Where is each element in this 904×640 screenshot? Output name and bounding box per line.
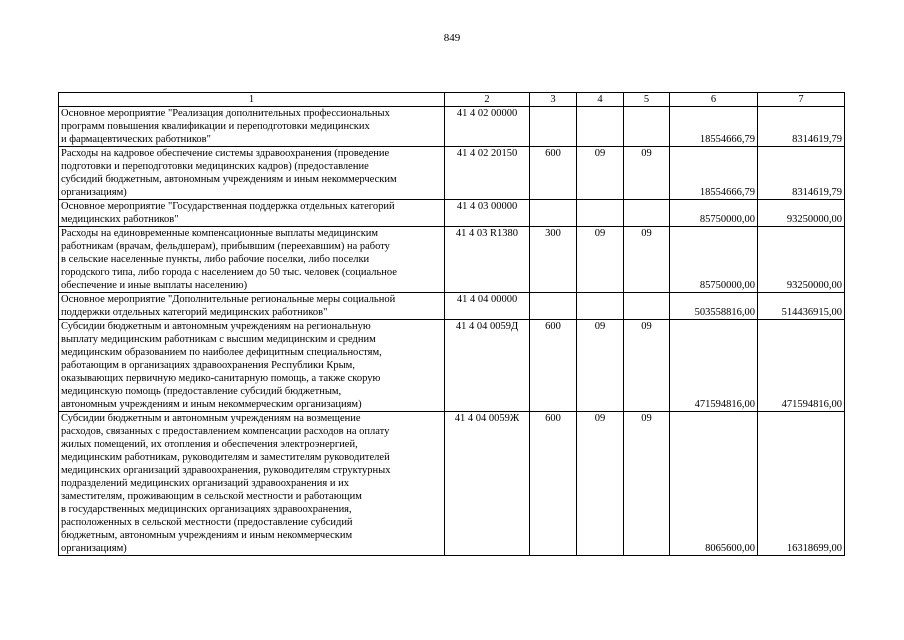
budget-table (58, 92, 845, 556)
row-name-cell (59, 320, 445, 412)
header-cell-6: 6 (670, 93, 758, 107)
col5-cell: 09 (624, 227, 670, 293)
row-name-line: бюджетным, автономным учреждениям и иным некоммерческим (61, 530, 353, 541)
row-name-cell (59, 147, 445, 200)
col5-cell: 09 (624, 412, 670, 556)
col4-cell (577, 107, 624, 147)
code-cell: 41 4 04 00000 (445, 293, 530, 320)
col4-cell: 09 (577, 227, 624, 293)
col4-cell: 09 (577, 320, 624, 412)
amount-col7-cell: 471594816,00 (758, 320, 845, 412)
row-name-line: медицинским образованием по наиболее дефицитным специальностям, (61, 347, 382, 358)
code-cell: 41 4 02 00000 (445, 107, 530, 147)
row-name-line: в государственных медицинских организациях здравоохранения, (61, 504, 352, 515)
col3-cell: 300 (530, 227, 577, 293)
row-name-line: организациям) (61, 543, 127, 554)
amount-col7-cell: 8314619,79 (758, 107, 845, 147)
row-name-line: подготовки и переподготовки медицинских кадров) (предоставление (61, 161, 369, 172)
col4-cell (577, 200, 624, 227)
amount-col6-cell: 471594816,00 (670, 320, 758, 412)
col4-cell: 09 (577, 412, 624, 556)
amount-col6-cell: 18554666,79 (670, 147, 758, 200)
col4-cell (577, 293, 624, 320)
row-name-cell (59, 107, 445, 147)
row-name-line: жилых помещений, их отопления и обеспечения электроэнергией, (61, 439, 358, 450)
row-name-line: Основное мероприятие "Реализация дополнительных профессиональных (61, 108, 390, 119)
amount-col6-cell: 8065600,00 (670, 412, 758, 556)
header-cell-3: 3 (530, 93, 577, 107)
amount-col7-cell: 514436915,00 (758, 293, 845, 320)
table-row (59, 200, 845, 227)
col5-cell (624, 293, 670, 320)
col3-cell: 600 (530, 320, 577, 412)
row-name-line: и фармацевтических работников" (61, 134, 211, 145)
row-name-line: поддержки отдельных категорий медицинских работников" (61, 307, 328, 318)
amount-col6-cell: 503558816,00 (670, 293, 758, 320)
header-cell-5: 5 (624, 93, 670, 107)
amount-col6-cell: 85750000,00 (670, 227, 758, 293)
row-name-line: Расходы на кадровое обеспечение системы здравоохранения (проведение (61, 148, 390, 159)
row-name-line: медицинских организаций здравоохранения, руководителям структурных (61, 465, 391, 476)
col5-cell (624, 107, 670, 147)
amount-col7-cell: 8314619,79 (758, 147, 845, 200)
table-row (59, 320, 845, 412)
amount-col7-cell: 93250000,00 (758, 227, 845, 293)
row-name-line: заместителям, проживающим в сельской местности и работающим (61, 491, 362, 502)
page-number: 849 (443, 32, 461, 44)
row-name-line: медицинским работникам, руководителям и заместителям руководителей (61, 452, 390, 463)
row-name-cell (59, 293, 445, 320)
col3-cell: 600 (530, 412, 577, 556)
row-name-line: в сельские населенные пункты, либо рабочие поселки, либо поселки (61, 254, 370, 265)
header-cell-7: 7 (758, 93, 845, 107)
col3-cell (530, 107, 577, 147)
amount-col7-cell: 93250000,00 (758, 200, 845, 227)
table-row (59, 293, 845, 320)
row-name-line: подразделений медицинских организаций здравоохранения и их (61, 478, 349, 489)
row-name-line: медицинских работников" (61, 214, 179, 225)
col5-cell: 09 (624, 320, 670, 412)
row-name-line: обеспечение и иные выплаты населению) (61, 280, 248, 291)
code-cell: 41 4 02 20150 (445, 147, 530, 200)
row-name-cell (59, 227, 445, 293)
col3-cell (530, 293, 577, 320)
row-name-line: выплату медицинским работникам с высшим медицинским и средним (61, 334, 376, 345)
col5-cell: 09 (624, 147, 670, 200)
row-name-line: работающим в организациях здравоохранения Республики Крым, (61, 360, 355, 371)
header-row (59, 93, 845, 107)
header-cell-1: 1 (59, 93, 445, 107)
col3-cell (530, 200, 577, 227)
col4-cell: 09 (577, 147, 624, 200)
row-name-cell (59, 412, 445, 556)
row-name-line: программ повышения квалификации и переподготовки медицинских (61, 121, 370, 132)
row-name-line: городского типа, либо города с населением до 50 тыс. человек (социальное (61, 267, 397, 278)
row-name-line: расходов, связанных с предоставлением компенсации расходов на оплату (61, 426, 390, 437)
row-name-line: Расходы на единовременные компенсационные выплаты медицинским (61, 228, 379, 239)
amount-col6-cell: 18554666,79 (670, 107, 758, 147)
row-name-line: автономным учреждениям и иным некоммерческим организациям) (61, 399, 362, 410)
col3-cell: 600 (530, 147, 577, 200)
row-name-line: Основное мероприятие "Дополнительные региональные меры социальной (61, 294, 396, 305)
row-name-line: Субсидии бюджетным и автономным учреждениям на возмещение (61, 413, 361, 424)
table-row (59, 227, 845, 293)
header-cell-2: 2 (445, 93, 530, 107)
row-name-line: Основное мероприятие "Государственная поддержка отдельных категорий (61, 201, 395, 212)
header-cell-4: 4 (577, 93, 624, 107)
row-name-line: субсидий бюджетным, автономным учреждениям и иным некоммерческим (61, 174, 397, 185)
code-cell: 41 4 03 R1380 (445, 227, 530, 293)
row-name-line: работникам (врачам, фельдшерам), прибывшим (переехавшим) на работу (61, 241, 390, 252)
table-row (59, 412, 845, 556)
col5-cell (624, 200, 670, 227)
row-name-line: Субсидии бюджетным и автономным учреждениям на региональную (61, 321, 371, 332)
row-name-line: оказывающих первичную медико-санитарную помощь, а также скорую (61, 373, 381, 384)
amount-col6-cell: 85750000,00 (670, 200, 758, 227)
row-name-line: организациям) (61, 187, 127, 198)
row-name-line: расположенных в сельской местности (предоставление субсидий (61, 517, 353, 528)
code-cell: 41 4 04 0059Д (445, 320, 530, 412)
code-cell: 41 4 04 0059Ж (445, 412, 530, 556)
row-name-cell (59, 200, 445, 227)
table-row (59, 147, 845, 200)
amount-col7-cell: 16318699,00 (758, 412, 845, 556)
code-cell: 41 4 03 00000 (445, 200, 530, 227)
table-row (59, 107, 845, 147)
row-name-line: медицинскую помощь (предоставление субсидий бюджетным, (61, 386, 342, 397)
